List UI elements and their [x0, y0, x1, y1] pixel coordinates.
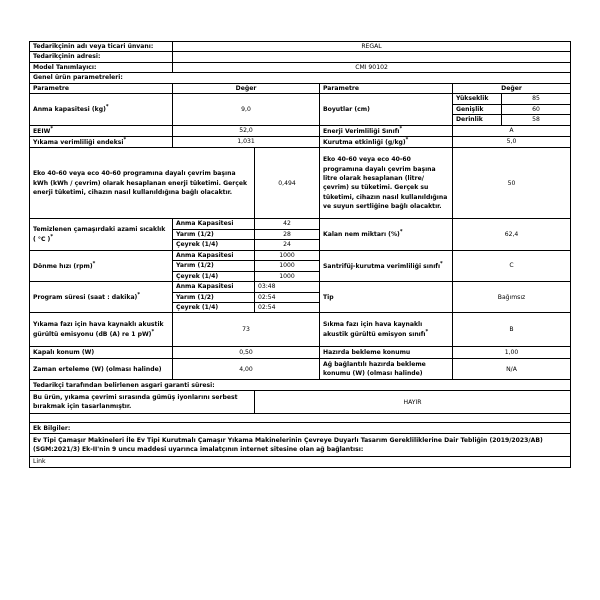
- param-header-right: Parametre: [320, 83, 453, 93]
- eeiw-row: [30, 125, 571, 136]
- model-row: [30, 62, 571, 72]
- type-label: Tip: [320, 282, 453, 313]
- spin-full-row: [30, 250, 571, 260]
- column-header-row: [30, 83, 571, 93]
- dur-quarter-label: Çeyrek (1/4): [173, 302, 255, 312]
- spin-class-label: Santrifüj-kurutma verimliliği sınıfı*: [320, 250, 453, 281]
- depth-label: Derinlik: [453, 115, 502, 125]
- temp-full-row: [30, 219, 571, 229]
- blank-spacer-row: [30, 414, 571, 423]
- washing-index-value: 1,031: [173, 136, 320, 147]
- delay-start-label: Zaman erteleme (W) (olması halinde): [30, 359, 173, 380]
- noise-label: Yıkama fazı için hava kaynaklı akustik gürültü emisyonu (dB (A) re 1 pW)*: [30, 313, 173, 347]
- link-row: [30, 457, 571, 467]
- general-params-row: [30, 73, 571, 83]
- consumption-row: [30, 148, 571, 219]
- height-value: 85: [502, 94, 571, 104]
- dur-full-value: 03:48: [255, 282, 320, 292]
- energy-class-label: Enerji Verimliliği Sınıfı*: [320, 125, 453, 136]
- type-value: Bağımsız: [453, 282, 571, 313]
- dimensions-label: Boyutlar (cm): [320, 94, 453, 125]
- dur-quarter-value: 02:54: [255, 302, 320, 312]
- supplier-address-value: [173, 52, 571, 62]
- spin-quarter-value: 1000: [255, 271, 320, 281]
- spin-class-value: C: [453, 250, 571, 281]
- eeiw-value: 52,0: [173, 125, 320, 136]
- silver-ion-label: Bu ürün, yıkama çevrimi sırasında gümüş iyonlarını serbest bırakmak için tasarlanmıştır.: [30, 391, 255, 414]
- spin-rated-cap-label: Anma Kapasitesi: [173, 250, 255, 260]
- silver-ion-row: [30, 391, 571, 414]
- product-information-sheet: [29, 41, 570, 468]
- value-header-left: Değer: [173, 83, 320, 93]
- rated-capacity-label: Anma kapasitesi (kg)*: [30, 94, 173, 125]
- supplier-name-label: Tedarikçinin adı veya ticari ünvanı:: [30, 42, 173, 52]
- website-link[interactable]: Link: [30, 457, 571, 467]
- spin-noise-class-label: Sıkma fazı için hava kaynaklı akustik gürültü emisyon sınıfı*: [320, 313, 453, 347]
- model-value: CMI 90102: [173, 62, 571, 72]
- dur-half-value: 02:54: [255, 292, 320, 302]
- general-params-label: Genel ürün parametreleri:: [30, 73, 571, 83]
- rinsing-label: Kurutma etkinliği (g/kg)*: [320, 136, 453, 147]
- depth-value: 58: [502, 115, 571, 125]
- duration-full-row: [30, 282, 571, 292]
- blank-spacer: [30, 414, 571, 423]
- moisture-value: 62,4: [453, 219, 571, 250]
- spin-speed-label: Dönme hızı (rpm)*: [30, 250, 173, 281]
- temp-rated-cap-label: Anma Kapasitesi: [173, 219, 255, 229]
- capacity-row: [30, 94, 571, 104]
- energy-consumption-desc: Eko 40-60 veya eco 40-60 programına dayalı çevrim başına kWh (kWh / çevrim) olarak hesaplanan enerji tüketimi. Gerçek enerji tüketimi, cihazın nasıl kullanıldığına bağlı olacaktır.: [30, 148, 255, 219]
- value-header-right: Değer: [453, 83, 571, 93]
- delay-start-row: [30, 359, 571, 380]
- standby-value: 1,00: [453, 347, 571, 359]
- regulation-row: [30, 434, 571, 457]
- spin-half-value: 1000: [255, 261, 320, 271]
- width-value: 60: [502, 104, 571, 114]
- param-header-left: Parametre: [30, 83, 173, 93]
- water-consumption-value: 50: [453, 148, 571, 219]
- temp-full-value: 42: [255, 219, 320, 229]
- silver-ion-value: HAYIR: [255, 391, 571, 414]
- supplier-address-label: Tedarikçinin adresi:: [30, 52, 173, 62]
- energy-consumption-value: 0,494: [255, 148, 320, 219]
- network-standby-label: Ağ bağlantılı hazırda bekleme konumu (W) (olması halinde): [320, 359, 453, 380]
- extra-info-label: Ek Bilgiler:: [30, 423, 571, 434]
- off-mode-row: [30, 347, 571, 359]
- spin-full-value: 1000: [255, 250, 320, 260]
- temp-quarter-value: 24: [255, 240, 320, 250]
- off-mode-value: 0,50: [173, 347, 320, 359]
- supplier-name-value: REGAL: [173, 42, 571, 52]
- dur-rated-cap-label: Anma Kapasitesi: [173, 282, 255, 292]
- network-standby-value: N/A: [453, 359, 571, 380]
- temp-quarter-label: Çeyrek (1/4): [173, 240, 255, 250]
- eeiw-label: EEIW*: [30, 125, 173, 136]
- rated-capacity-value: 9,0: [173, 94, 320, 125]
- supplier-address-row: [30, 52, 571, 62]
- guarantee-label: Tedarikçi tarafından belirlenen asgari garanti süresi:: [30, 380, 571, 391]
- supplier-name-row: [30, 42, 571, 52]
- extra-info-row: [30, 423, 571, 434]
- energy-class-value: A: [453, 125, 571, 136]
- spin-noise-class-value: B: [453, 313, 571, 347]
- temperature-label: Temizlenen çamaşırdaki azami sıcaklık ( °C )*: [30, 219, 173, 250]
- off-mode-label: Kapalı konum (W): [30, 347, 173, 359]
- model-label: Model Tanımlayıcı:: [30, 62, 173, 72]
- noise-row: [30, 313, 571, 347]
- product-info-table: [29, 41, 571, 468]
- dur-half-label: Yarım (1/2): [173, 292, 255, 302]
- spin-half-label: Yarım (1/2): [173, 261, 255, 271]
- rinsing-value: 5,0: [453, 136, 571, 147]
- moisture-label: Kalan nem miktarı (%)*: [320, 219, 453, 250]
- delay-start-value: 4,00: [173, 359, 320, 380]
- spin-quarter-label: Çeyrek (1/4): [173, 271, 255, 281]
- noise-value: 73: [173, 313, 320, 347]
- width-label: Genişlik: [453, 104, 502, 114]
- washing-index-label: Yıkama verimliliği endeksi*: [30, 136, 173, 147]
- washing-index-row: [30, 136, 571, 147]
- guarantee-row: [30, 380, 571, 391]
- temp-half-value: 28: [255, 229, 320, 239]
- regulation-text: Ev Tipi Çamaşır Makineleri İle Ev Tipi Kurutmalı Çamaşır Yıkama Makinelerinin Çevreye Duyarlı Tasarım Gerekliliklerine Dair Tebliğin (2019/2023/AB)(SGM:2021/3) Ek-II'nin 9 uncu maddesi uyarınca imalatçının internet sitesine olan ağ bağlantısı:: [30, 434, 571, 457]
- standby-label: Hazırda bekleme konumu: [320, 347, 453, 359]
- height-label: Yükseklik: [453, 94, 502, 104]
- water-consumption-desc: Eko 40-60 veya eco 40-60 programına dayalı çevrim başına litre olarak hesaplanan (litre/çevrim) su tüketimi. Gerçek su tüketimi, cihazın nasıl kullanıldığına ve suyun sertliğine bağlı olacaktır.: [320, 148, 453, 219]
- temp-half-label: Yarım (1/2): [173, 229, 255, 239]
- program-duration-label: Program süresi (saat : dakika)*: [30, 282, 173, 313]
